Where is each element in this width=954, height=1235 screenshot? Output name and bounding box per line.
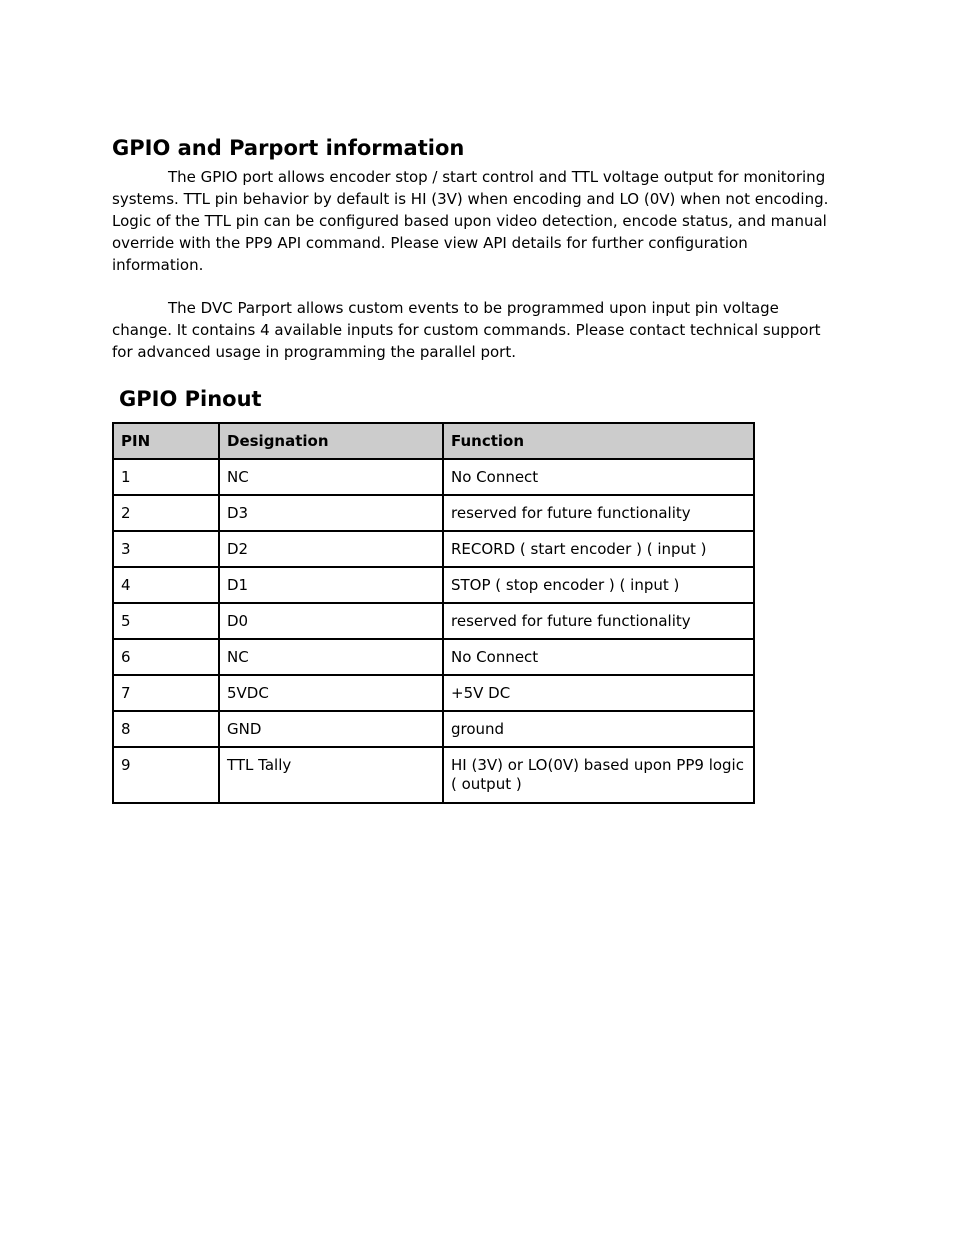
section-heading: GPIO and Parport information [112,136,465,160]
table-row [113,495,754,531]
cell-function: No Connect [443,639,754,675]
cell-function: reserved for future functionality [443,495,754,531]
table-row [113,567,754,603]
cell-pin: 6 [113,639,219,675]
cell-function: RECORD ( start encoder ) ( input ) [443,531,754,567]
cell-designation: D0 [219,603,443,639]
cell-function: HI (3V) or LO(0V) based upon PP9 logic ( output ) [443,747,754,803]
cell-pin: 8 [113,711,219,747]
table-header-row [113,423,754,459]
cell-pin: 4 [113,567,219,603]
table-row [113,531,754,567]
cell-pin: 9 [113,747,219,803]
cell-pin: 2 [113,495,219,531]
table-row [113,459,754,495]
cell-designation: NC [219,459,443,495]
cell-designation: D2 [219,531,443,567]
table-row [113,711,754,747]
cell-designation: D1 [219,567,443,603]
paragraph-gpio: The GPIO port allows encoder stop / start control and TTL voltage output for monitoring systems. TTL pin behavior by default is HI (3V) when encoding and LO (0V) when not encoding. Logic of the TTL pin can be configured based upon video detection, encode status, and manual override with the PP9 API command. Please view API details for further configuration information. [112,168,829,274]
cell-function: +5V DC [443,675,754,711]
cell-function: reserved for future functionality [443,603,754,639]
cell-pin: 5 [113,603,219,639]
table-title: GPIO Pinout [119,387,262,411]
cell-designation: GND [219,711,443,747]
cell-designation: NC [219,639,443,675]
column-header-pin: PIN [113,423,219,459]
table-row [113,603,754,639]
cell-designation: 5VDC [219,675,443,711]
paragraph-parport: The DVC Parport allows custom events to be programmed upon input pin voltage change. It contains 4 available inputs for custom commands. Please contact technical support for advanced usage in programming the parallel port. [112,299,821,361]
cell-pin: 1 [113,459,219,495]
cell-function: No Connect [443,459,754,495]
cell-designation: D3 [219,495,443,531]
column-header-function: Function [443,423,754,459]
cell-designation: TTL Tally [219,747,443,803]
gpio-pinout-table [112,422,755,804]
table-row [113,675,754,711]
cell-function: ground [443,711,754,747]
cell-pin: 3 [113,531,219,567]
cell-function: STOP ( stop encoder ) ( input ) [443,567,754,603]
table-row [113,639,754,675]
column-header-designation: Designation [219,423,443,459]
table-row [113,747,754,803]
cell-pin: 7 [113,675,219,711]
document-page [112,133,842,804]
